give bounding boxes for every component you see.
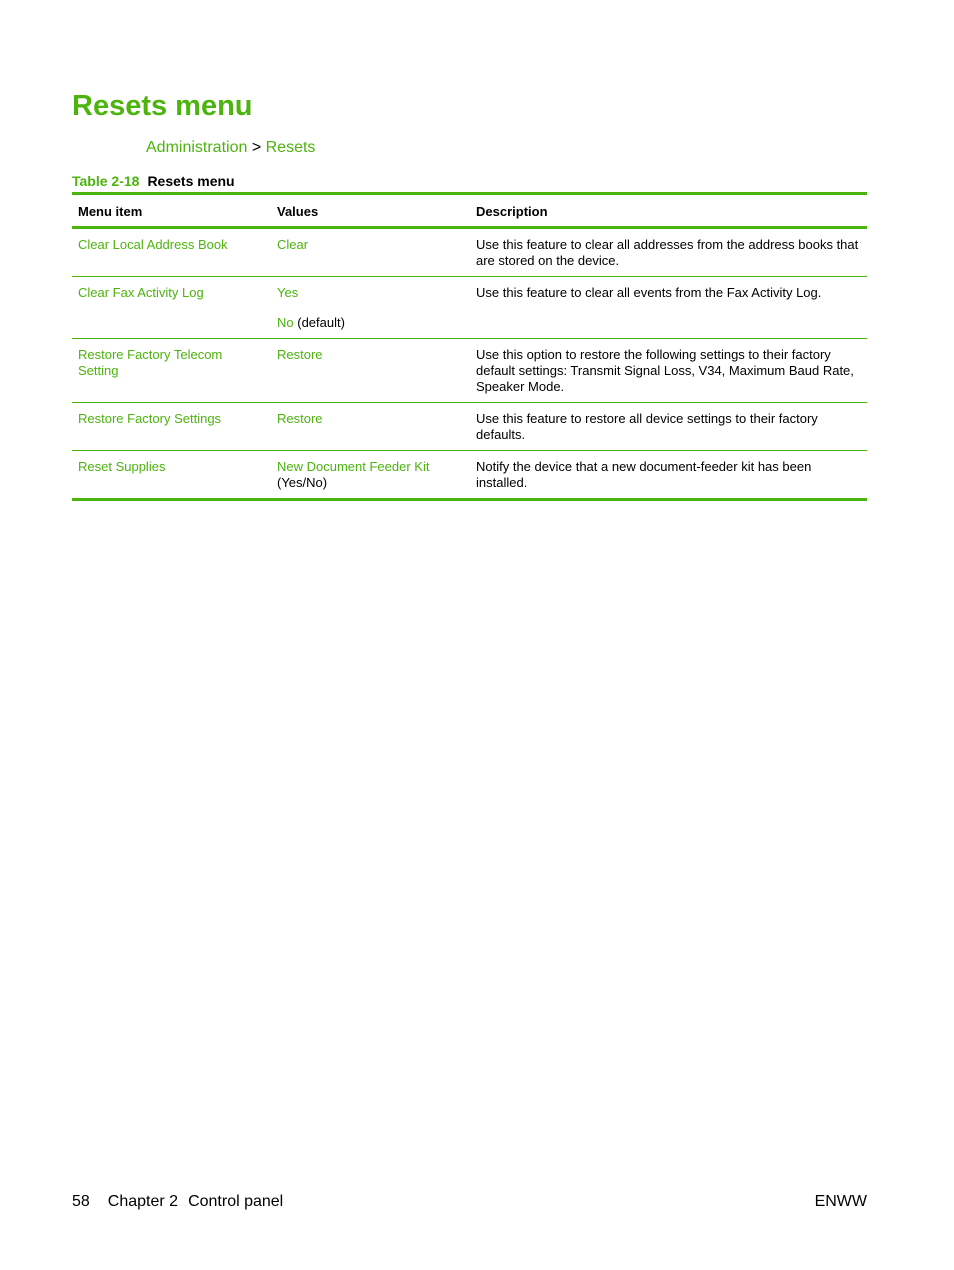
resets-table bbox=[72, 192, 867, 501]
table-header-row bbox=[72, 194, 867, 228]
table-caption-title: Resets menu bbox=[147, 173, 235, 189]
value-suffix: (default) bbox=[293, 315, 345, 330]
breadcrumb bbox=[146, 139, 315, 157]
header-values: Values bbox=[277, 204, 319, 219]
page-number: 58 bbox=[72, 1193, 90, 1210]
table-row bbox=[72, 228, 867, 277]
description-cell: Notify the device that a new document-feeder kit has been installed. bbox=[476, 459, 812, 490]
value-link[interactable]: New Document Feeder Kit bbox=[277, 459, 430, 474]
description-cell: Use this feature to clear all events from the Fax Activity Log. bbox=[476, 285, 822, 300]
description-cell: Use this feature to restore all device settings to their factory defaults. bbox=[476, 411, 818, 442]
menu-item-link[interactable]: Restore Factory Telecom Setting bbox=[78, 347, 223, 378]
breadcrumb-link-administration[interactable]: Administration bbox=[146, 139, 248, 156]
header-description: Description bbox=[476, 204, 548, 219]
values-cell bbox=[271, 339, 470, 403]
page-footer-left bbox=[72, 1193, 301, 1211]
breadcrumb-separator: > bbox=[251, 139, 262, 156]
values-cell bbox=[271, 277, 470, 339]
value-link[interactable]: No bbox=[277, 315, 294, 330]
values-cell bbox=[271, 403, 470, 451]
value-link[interactable]: Yes bbox=[277, 285, 299, 300]
description-cell: Use this option to restore the following settings to their factory default settings: Transmit Signal Loss, V34, Maximum Baud Rate, Speaker Mode. bbox=[476, 347, 854, 394]
menu-item-link[interactable]: Clear Fax Activity Log bbox=[78, 285, 204, 300]
table-row bbox=[72, 277, 867, 339]
value-link[interactable]: Clear bbox=[277, 237, 309, 252]
chapter-title: Control panel bbox=[188, 1193, 284, 1210]
values-cell bbox=[271, 228, 470, 277]
menu-item-link[interactable]: Clear Local Address Book bbox=[78, 237, 228, 252]
header-menu-item: Menu item bbox=[78, 204, 143, 219]
values-cell bbox=[271, 451, 470, 500]
table-row bbox=[72, 451, 867, 500]
menu-item-link[interactable]: Reset Supplies bbox=[78, 459, 166, 474]
breadcrumb-link-resets[interactable]: Resets bbox=[265, 139, 316, 156]
chapter-label: Chapter 2 bbox=[107, 1193, 179, 1210]
page-title: Resets menu bbox=[72, 90, 253, 122]
menu-item-link[interactable]: Restore Factory Settings bbox=[78, 411, 222, 426]
table-row bbox=[72, 339, 867, 403]
value-link[interactable]: Restore bbox=[277, 347, 323, 362]
page-footer-right: ENWW bbox=[814, 1193, 867, 1210]
description-cell: Use this feature to clear all addresses from the address books that are stored on the device. bbox=[476, 237, 859, 268]
table-caption bbox=[72, 173, 235, 189]
value-suffix: (Yes/No) bbox=[277, 475, 328, 490]
value-link[interactable]: Restore bbox=[277, 411, 323, 426]
resets-table-container bbox=[72, 192, 867, 501]
table-row bbox=[72, 403, 867, 451]
table-caption-number: Table 2-18 bbox=[72, 173, 140, 189]
